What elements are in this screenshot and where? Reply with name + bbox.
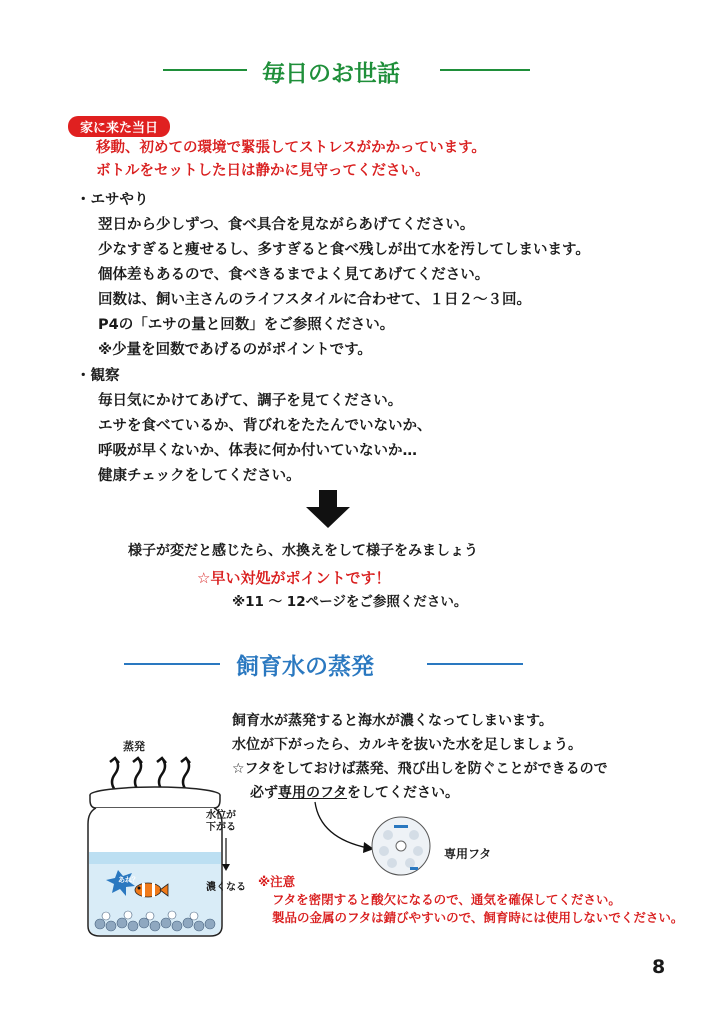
section-title-evaporation: 飼育水の蒸発 (236, 654, 374, 680)
header-rule-right-2 (427, 663, 523, 665)
level-down-arrow-icon (220, 838, 232, 872)
label-thicker: 濃くなる (206, 882, 246, 893)
label-lid: 専用フタ (444, 847, 492, 861)
first-day-line-1: 移動、初めての環境で緊張してストレスがかかっています。 (96, 140, 486, 156)
header-rule-left-2 (124, 663, 220, 665)
evaporation-icon (110, 758, 190, 790)
first-day-line-2: ボトルをセットした日は静かに見守ってください。 (96, 163, 430, 179)
evap-line-2: 水位が下がったら、カルキを抜いた水を足しましょう。 (232, 737, 582, 753)
observe-line-1: 毎日気にかけてあげて、調子を見てください。 (98, 393, 403, 409)
feeding-line-4: 回数は、飼い主さんのライフスタイルに合わせて、１日２～３回。 (98, 292, 531, 308)
caution-heading: ※注意 (258, 874, 296, 889)
first-day-badge: 家に来た当日 (68, 116, 170, 137)
down-arrow-icon (306, 490, 350, 528)
after-arrow-text: 様子が変だと感じたら、水換えをして様子をみましょう (128, 543, 478, 559)
caution-line-1: フタを密閉すると酸欠になるので、通気を確保してください。 (272, 892, 621, 907)
observe-heading: ・観察 (76, 368, 120, 384)
evap-line-4-prefix: 必ず (250, 785, 278, 801)
evap-line-4-suffix: をしてください。 (347, 785, 460, 801)
feeding-line-2: 少なすぎると痩せるし、多すぎると食べ残しが出て水を汚してしまいます。 (98, 242, 590, 258)
header-rule-left (163, 69, 247, 71)
section-title-daily-care: 毎日のお世話 (262, 61, 400, 87)
lid-icon (370, 815, 432, 877)
label-level-1: 水位が (206, 810, 236, 821)
evap-line-4-underlined: 専用のフタ (278, 785, 348, 801)
feeding-line-5: P4の「エサの量と回数」をご参照ください。 (98, 317, 395, 333)
observe-line-2: エサを食べているか、背びれをたたんでいないか、 (98, 418, 432, 434)
evap-line-3: ☆フタをしておけば蒸発、飛び出しを防ぐことができるので (232, 761, 608, 777)
header-rule-right (440, 69, 530, 71)
observe-line-4: 健康チェックをしてください。 (98, 468, 301, 484)
page-number: 8 (652, 956, 666, 978)
feeding-line-3: 個体差もあるので、食べきるまでよく見てあげてください。 (98, 267, 490, 283)
evap-line-1: 飼育水が蒸発すると海水が濃くなってしまいます。 (232, 713, 553, 729)
observe-line-3: 呼吸が早くないか、体表に何か付いていないか… (98, 443, 417, 459)
label-evaporation: 蒸発 (123, 740, 145, 753)
see-pages-text: ※11 ～ 12ページをご参照ください。 (232, 594, 468, 610)
fish-bubble-text: あれ？ (118, 876, 139, 884)
label-level-2: 下がる (206, 822, 236, 833)
feeding-line-1: 翌日から少しずつ、食べ具合を見ながらあげてください。 (98, 217, 475, 233)
jar-illustration (60, 730, 260, 940)
caution-line-2: 製品の金属のフタは錆びやすいので、飼育時には使用しないでください。 (272, 910, 684, 925)
feeding-line-6: ※少量を回数であげるのがポイントです。 (98, 342, 372, 358)
feeding-heading: ・エサやり (76, 192, 149, 208)
point-text: ☆早い対処がポイントです！ (197, 569, 391, 587)
